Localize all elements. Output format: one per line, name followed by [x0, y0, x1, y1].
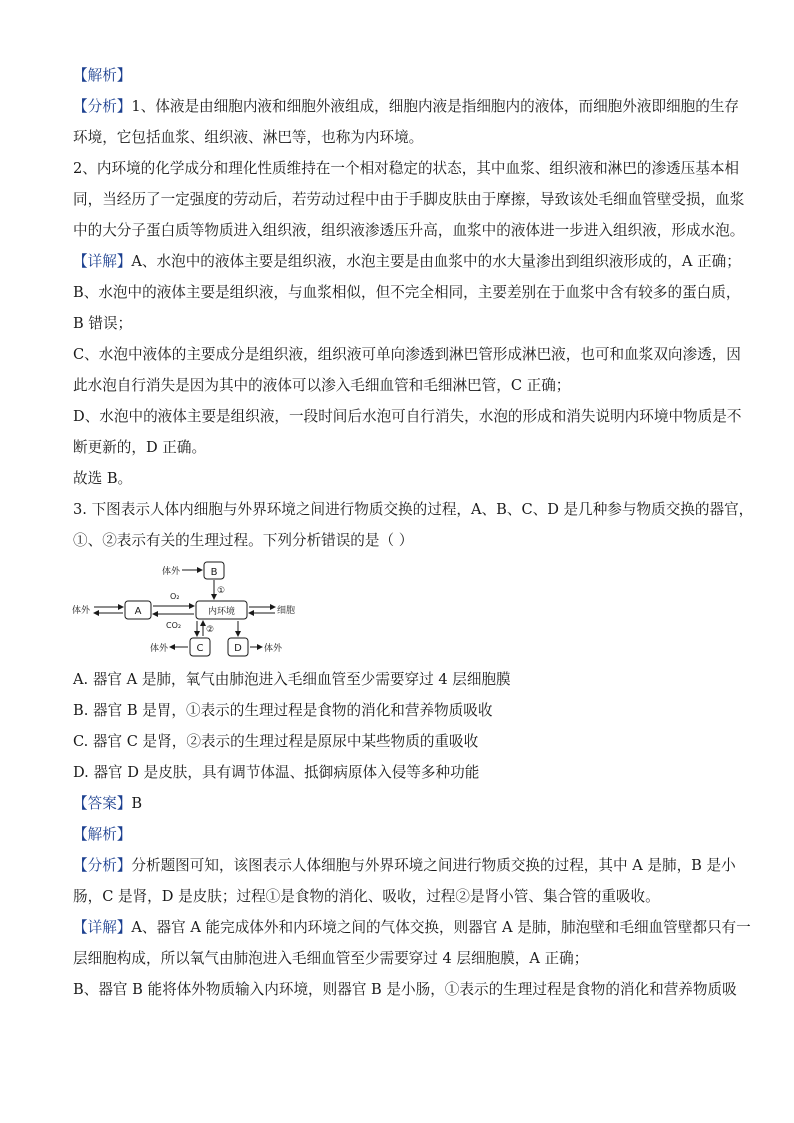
text-line: C、水泡中液体的主要成分是组织液，组织液可单向渗透到淋巴管形成淋巴液，也可和血浆双向渗透，因: [73, 346, 741, 363]
process-1-label: ①: [217, 586, 226, 596]
option-b: B. 器官 B 是胃，①表示的生理过程是食物的消化和营养物质吸收: [73, 702, 493, 719]
text-line: 【分析】1、体液是由细胞内液和细胞外液组成，细胞内液是指细胞内的液体，而细胞外液即细胞的生存: [73, 98, 740, 115]
exchange-diagram: [66, 553, 316, 663]
text-line: 【详解】A、水泡中的液体主要是组织液，水泡主要是由血浆中的水大量渗出到组织液形成的，A 正确；: [73, 253, 741, 270]
organ-a-label: A: [134, 606, 142, 617]
option-d: D. 器官 D 是皮肤，具有调节体温、抵御病原体入侵等多种功能: [73, 764, 480, 781]
co2-label: CO₂: [166, 621, 182, 630]
cells-label: 细胞: [277, 606, 296, 616]
text-line: 【解析】: [73, 826, 132, 843]
outside-label-bottom-right: 体外: [264, 644, 283, 654]
text-line: 故选 B。: [73, 470, 133, 487]
question-stem: ①、②表示有关的生理过程。下列分析错误的是（ ）: [73, 532, 414, 549]
outside-label-top: 体外: [162, 567, 181, 577]
outside-label-bottom-left: 体外: [150, 644, 169, 654]
text-line: D、水泡中的液体主要是组织液，一段时间后水泡可自行消失，水泡的形成和消失说明内环境中物质是不: [73, 408, 742, 425]
text-line: 肠，C 是肾，D 是皮肤；过程①是食物的消化、吸收，过程②是肾小管、集合管的重吸收。: [73, 888, 660, 905]
organ-b-label: B: [210, 567, 218, 578]
text-line: 层细胞构成，所以氧气由肺泡进入毛细血管至少需要穿过 4 层细胞膜，A 正确；: [73, 950, 589, 967]
outside-label-left: 体外: [72, 606, 91, 616]
text-line: 环境，它包括血浆、组织液、淋巴等，也称为内环境。: [73, 129, 424, 146]
organ-c-label: C: [196, 643, 204, 654]
question-stem: 3. 下图表示人体内细胞与外界环境之间进行物质交换的过程，A、B、C、D 是几种参与物质交换的器官，: [73, 501, 754, 518]
text-line: 断更新的，D 正确。: [73, 439, 207, 456]
process-2-label: ②: [206, 625, 215, 635]
text-line: 【分析】分析题图可知，该图表示人体细胞与外界环境之间进行物质交换的过程，其中 A 是肺，B 是小: [73, 857, 736, 874]
o2-label: O₂: [170, 592, 180, 601]
inner-environment-label: 内环境: [207, 607, 236, 617]
text-line: 此水泡自行消失是因为其中的液体可以渗入毛细血管和毛细淋巴管，C 正确；: [73, 377, 571, 394]
option-c: C. 器官 C 是肾，②表示的生理过程是原尿中某些物质的重吸收: [73, 733, 479, 750]
organ-d-label: D: [234, 643, 242, 654]
option-a: A. 器官 A 是肺，氧气由肺泡进入毛细血管至少需要穿过 4 层细胞膜: [73, 671, 511, 688]
answer-line: 【答案】B: [73, 795, 143, 812]
text-line: B 错误；: [73, 315, 133, 332]
text-line: B、水泡中的液体主要是组织液，与血浆相似，但不完全相同，主要差别在于血浆中含有较多的蛋白质，: [73, 284, 741, 301]
text-line: 【详解】A、器官 A 能完成体外和内环境之间的气体交换，则器官 A 是肺，肺泡壁和毛细血管壁都只有一: [73, 919, 751, 936]
text-line: 同，当经历了一定强度的劳动后，若劳动过程中由于手脚皮肤由于摩擦，导致该处毛细血管壁受损，血浆: [73, 191, 745, 208]
text-line: 2、内环境的化学成分和理化性质维持在一个相对稳定的状态，其中血浆、组织液和淋巴的渗透压基本相: [73, 160, 740, 177]
text-line: 中的大分子蛋白质等物质进入组织液，组织液渗透压升高，血浆中的液体进一步进入组织液，形成水泡。: [73, 222, 745, 239]
text-line: B、器官 B 能将体外物质输入内环境，则器官 B 是小肠，①表示的生理过程是食物的消化和营养物质吸: [73, 981, 737, 998]
text-line: 【解析】: [73, 67, 132, 84]
